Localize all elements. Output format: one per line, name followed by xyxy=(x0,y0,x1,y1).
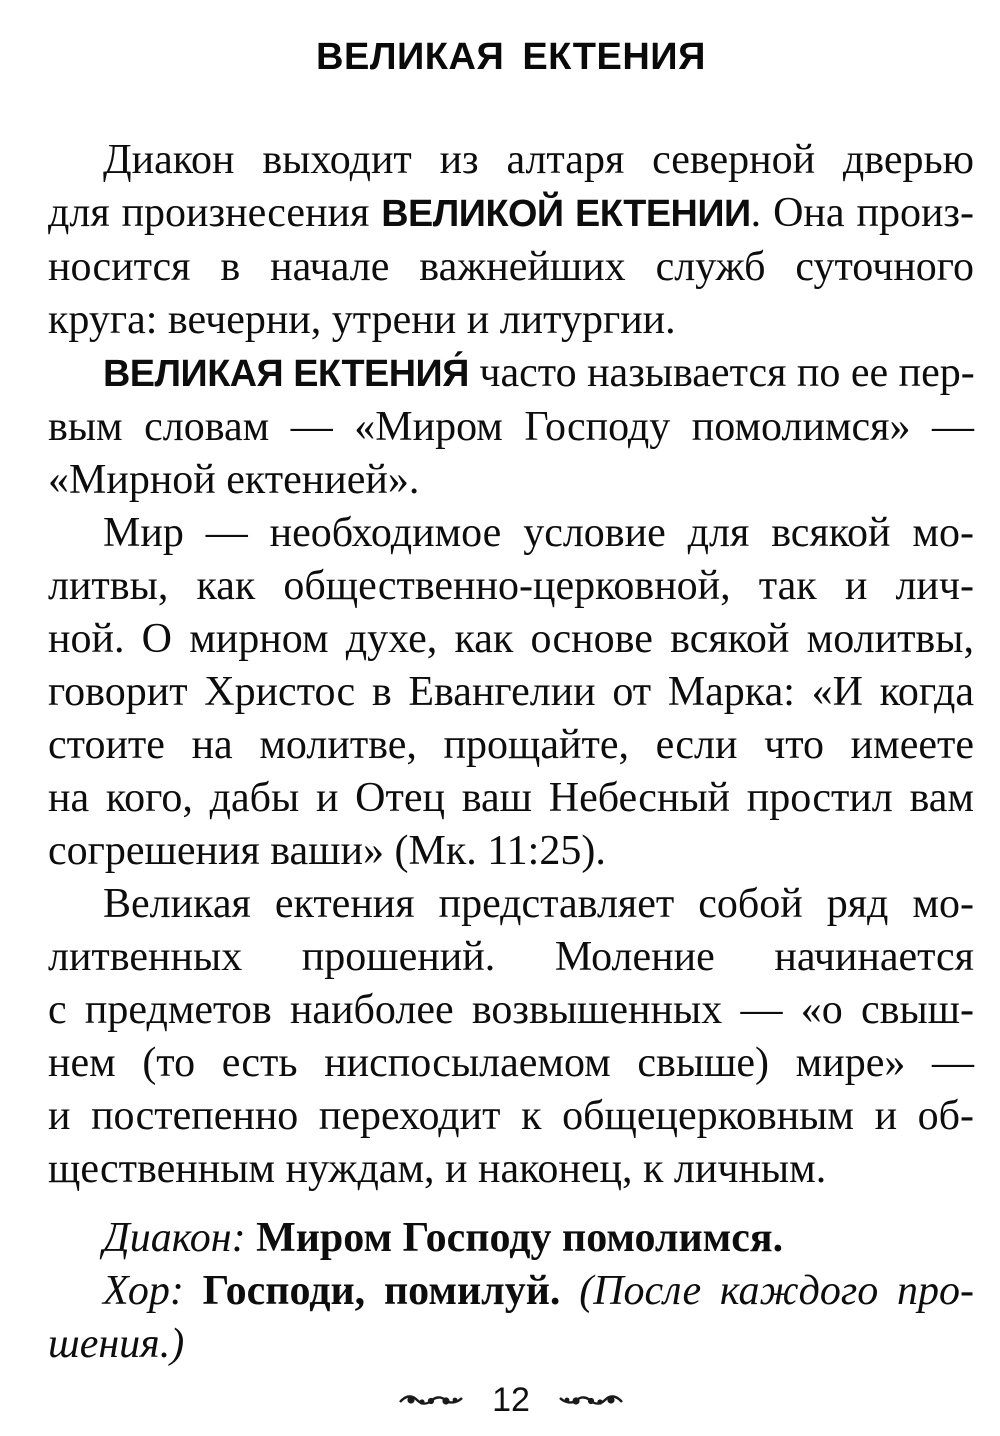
text-run: (После каждого про- xyxy=(579,1268,974,1314)
text-run: ной. О мирном духе, как основе всякой молитвы, xyxy=(48,616,974,662)
text-run: нем (то есть ниспосылаемом свыше) мире» — xyxy=(48,1040,974,1086)
text-run: шения.) xyxy=(48,1321,185,1367)
text-line xyxy=(48,347,974,401)
choir-dialogue xyxy=(48,1265,974,1371)
text-run: Хор: xyxy=(103,1268,203,1314)
text-run: щественным нуждам, и наконец, к личным. xyxy=(48,1146,827,1192)
text-run: литвы, как общественно-церковной, так и лич- xyxy=(48,563,974,609)
text-run: Мир — необходимое условие для всякой мо- xyxy=(103,510,974,556)
text-line xyxy=(48,878,974,931)
text-run: ВЕЛИКОЙ ЕКТЕНИИ xyxy=(381,193,751,235)
text-run: на кого, дабы и Отец ваш Небесный простил вам xyxy=(48,775,974,821)
intro-paragraph xyxy=(48,134,974,347)
text-line xyxy=(48,1143,974,1196)
text-line xyxy=(48,1318,974,1371)
text-line xyxy=(48,1037,974,1090)
peace-paragraph xyxy=(48,507,974,878)
text-run: ВЕЛИКАЯ ЕКТЕНИЯ́ xyxy=(103,353,469,395)
page-number: 12 xyxy=(492,1381,530,1419)
text-line xyxy=(48,1265,974,1318)
floral-flourish-right-icon xyxy=(558,1390,624,1410)
text-line xyxy=(48,454,974,507)
text-line xyxy=(48,931,974,984)
text-line xyxy=(48,187,974,241)
text-run: с предметов наиболее возвышенных — «о свыш- xyxy=(48,987,974,1033)
text-line xyxy=(48,613,974,666)
text-line xyxy=(48,984,974,1037)
text-line xyxy=(48,507,974,560)
text-run: Миром Господу помолимся. xyxy=(256,1215,784,1261)
floral-flourish-left-icon xyxy=(398,1390,464,1410)
text-line xyxy=(48,666,974,719)
text-run: говорит Христос в Евангелии от Марка: «И когда xyxy=(48,669,974,715)
text-line xyxy=(48,401,974,454)
naming-paragraph xyxy=(48,347,974,507)
text-line xyxy=(48,134,974,187)
text-run: Диакон выходит из алтаря северной дверью xyxy=(103,137,974,183)
petitions-paragraph xyxy=(48,878,974,1196)
text-line xyxy=(48,719,974,772)
text-line xyxy=(48,825,974,878)
deacon-dialogue xyxy=(48,1212,974,1265)
text-line xyxy=(48,560,974,613)
page-footer xyxy=(48,1381,974,1419)
text-run: Господи, помилуй. xyxy=(202,1268,580,1314)
text-line xyxy=(48,772,974,825)
text-line xyxy=(48,1212,974,1265)
text-run: . Она произ- xyxy=(750,190,974,236)
page-title: ВЕЛИКАЯ ЕКТЕНИЯ xyxy=(316,36,706,78)
text-run: круга: вечерни, утрени и литургии. xyxy=(48,297,676,343)
text-line xyxy=(48,241,974,294)
text-run: вым словам — «Миром Господу помолимся» — xyxy=(48,404,974,450)
text-run: Великая ектения представляет собой ряд мо- xyxy=(103,881,974,927)
text-run: Диакон: xyxy=(103,1215,257,1261)
text-run: для произнесения xyxy=(48,190,382,236)
text-run: и постепенно переходит к общецерковным и об- xyxy=(48,1093,974,1139)
text-run: литвенных прошений. Моление начинается xyxy=(48,934,974,980)
text-line xyxy=(48,1090,974,1143)
text-run: «Мирной ектенией». xyxy=(48,457,420,503)
text-run: стоите на молитве, прощайте, если что имеете xyxy=(48,722,974,768)
text-run: согрешения ваши» (Мк. 11:25). xyxy=(48,828,606,874)
text-line xyxy=(48,294,974,347)
page-content xyxy=(48,134,974,1371)
text-run: часто называется по ее пер- xyxy=(468,350,975,396)
text-run: носится в начале важнейших служб суточного xyxy=(48,244,974,290)
